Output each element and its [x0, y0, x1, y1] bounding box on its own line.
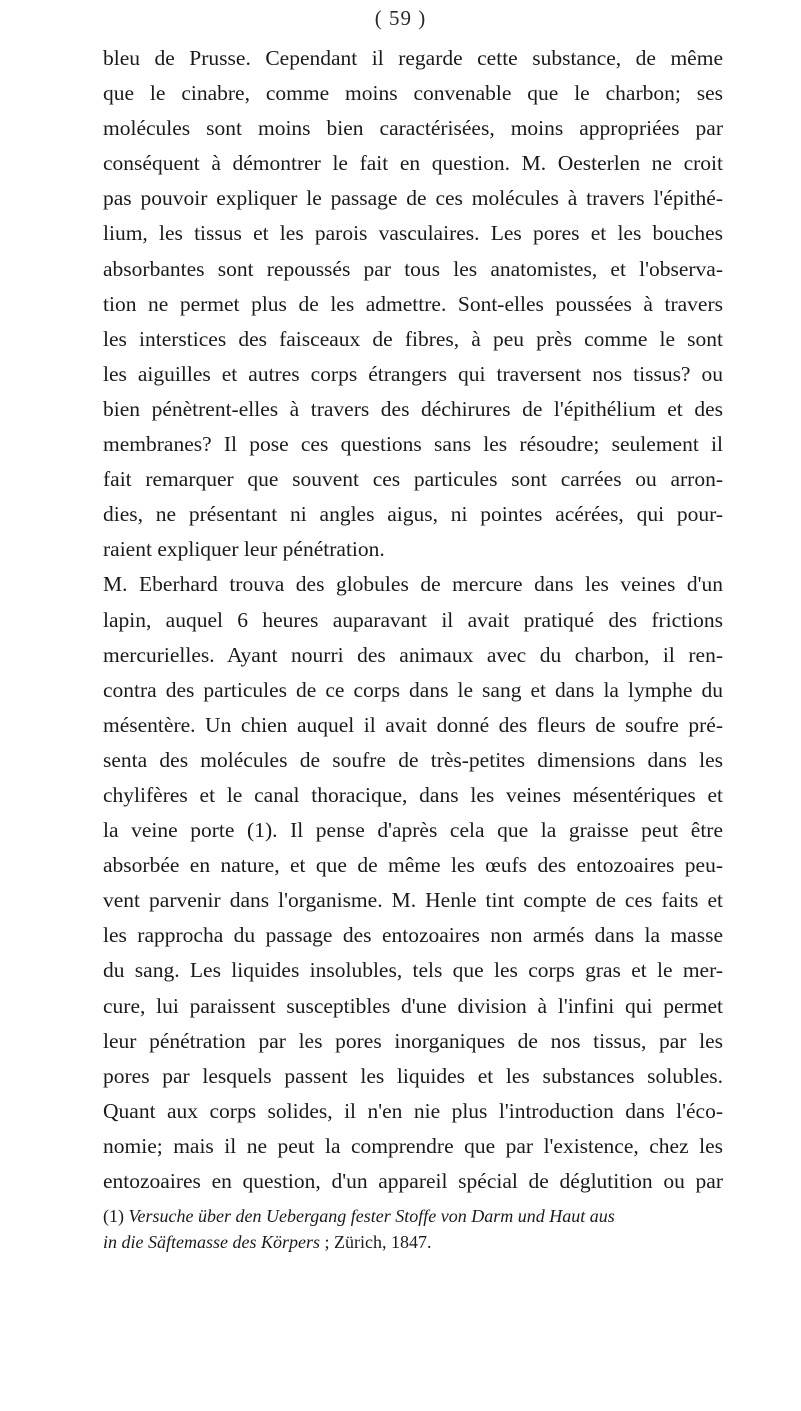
- text-line: lium, les tissus et les parois vasculaires. Les pores et les bouches: [103, 221, 723, 246]
- page-number: ( 59 ): [374, 6, 427, 30]
- footnote-title-part-1: Versuche über den Uebergang fester Stoffe von Darm und Haut aus: [128, 1206, 615, 1226]
- text-line: chylifères et le canal thoracique, dans les veines mésentériques et: [103, 782, 723, 807]
- text-line: les aiguilles et autres corps étrangers qui traversent nos tissus? ou: [103, 361, 723, 386]
- text-line: absorbantes sont repoussés par tous les anatomistes, et l'observa-: [103, 256, 723, 281]
- text-line: les rapprocha du passage des entozoaires non armés dans la masse: [103, 923, 723, 948]
- text-line: entozoaires en question, d'un appareil spécial de déglutition ou par: [103, 1169, 723, 1193]
- text-line: contra des particules de ce corps dans le sang et dans la lymphe du: [103, 677, 723, 702]
- text-line: pas pouvoir expliquer le passage de ces molécules à travers l'épithé-: [103, 186, 723, 211]
- text-line: mésentère. Un chien auquel il avait donné des fleurs de soufre pré-: [103, 712, 723, 737]
- text-line: Quant aux corps solides, il n'en nie plus l'introduction dans l'éco-: [103, 1098, 723, 1123]
- footnote: [103, 1203, 723, 1255]
- text-line: cure, lui paraissent susceptibles d'une division à l'infini qui permet: [103, 993, 723, 1018]
- text-line: absorbée en nature, et que de même les œufs des entozoaires peu-: [103, 853, 723, 878]
- text-line: les interstices des faisceaux de fibres, à peu près comme le sont: [103, 326, 723, 351]
- text-line: conséquent à démontrer le fait en question. M. Oesterlen ne croit: [103, 151, 723, 176]
- text-line: lapin, auquel 6 heures auparavant il avait pratiqué des frictions: [103, 607, 723, 632]
- text-line: M. Eberhard trouva des globules de mercure dans les veines d'un: [103, 572, 723, 597]
- footnote-line-1: [103, 1203, 723, 1229]
- text-line: leur pénétration par les pores inorganiques de nos tissus, par les: [103, 1028, 723, 1053]
- text-line: nomie; mais il ne peut la comprendre que par l'existence, chez les: [103, 1133, 723, 1158]
- text-line: fait remarquer que souvent ces particules sont carrées ou arron-: [103, 467, 723, 492]
- body-text: [103, 41, 723, 1199]
- text-line: bleu de Prusse. Cependant il regarde cette substance, de même: [103, 46, 723, 70]
- text-line: dies, ne présentant ni angles aigus, ni pointes acérées, qui pour-: [103, 502, 723, 527]
- text-line: la veine porte (1). Il pense d'après cela que la graisse peut être: [103, 818, 723, 843]
- text-line: membranes? Il pose ces questions sans les résoudre; seulement il: [103, 432, 723, 457]
- footnote-marker: (1): [103, 1206, 129, 1226]
- text-line: tion ne permet plus de les admettre. Sont-elles poussées à travers: [103, 291, 723, 316]
- paragraph-2: [103, 567, 723, 1199]
- text-line: senta des molécules de soufre de très-petites dimensions dans les: [103, 747, 723, 772]
- text-line: molécules sont moins bien caractérisées, moins appropriées par: [103, 116, 723, 141]
- text-line: raient expliquer leur pénétration.: [103, 537, 385, 562]
- footnote-line-2: [103, 1229, 723, 1255]
- paragraph-1: [103, 41, 723, 567]
- text-line: bien pénètrent-elles à travers des déchirures de l'épithélium et des: [103, 396, 723, 421]
- text-line: pores par lesquels passent les liquides et les substances solubles.: [103, 1063, 723, 1088]
- text-line: mercurielles. Ayant nourri des animaux avec du charbon, il ren-: [103, 642, 723, 667]
- footnote-publication-info: ; Zürich, 1847.: [319, 1232, 432, 1252]
- text-line: du sang. Les liquides insolubles, tels que les corps gras et le mer-: [103, 958, 723, 983]
- footnote-title-part-2: in die Säftemasse des Körpers: [103, 1232, 320, 1252]
- text-line: que le cinabre, comme moins convenable que le charbon; ses: [103, 81, 723, 106]
- text-line: vent parvenir dans l'organisme. M. Henle tint compte de ces faits et: [103, 888, 723, 913]
